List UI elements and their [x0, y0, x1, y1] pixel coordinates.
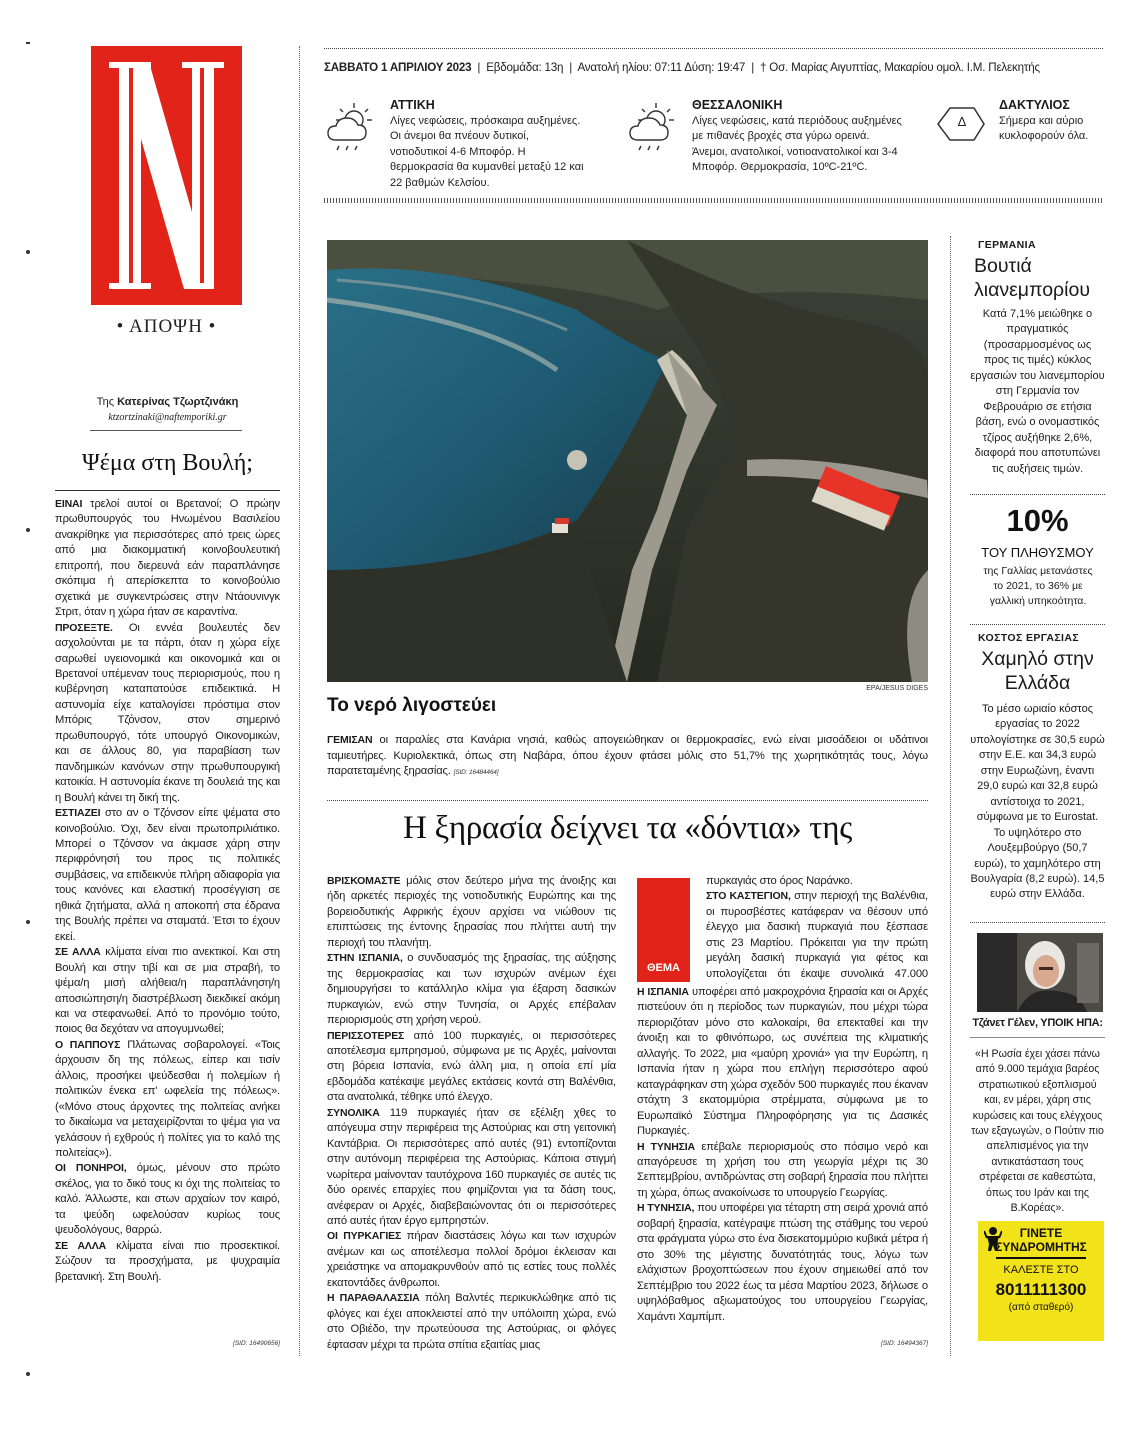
feature-col2-paragraph: [706, 889, 928, 984]
sidebar-labor-tag: ΚΟΣΤΟΣ ΕΡΓΑΣΙΑΣ: [978, 632, 1080, 644]
partly-cloudy-icon: [626, 100, 682, 152]
opinion-paragraph: [55, 1038, 280, 1162]
sidebar-rule-2: [970, 624, 1105, 625]
feature-col1-paragraph: [327, 1229, 616, 1291]
feature-top-rule: [327, 800, 928, 801]
weather-attica-region: ΑΤΤΙΚΗ: [390, 98, 435, 112]
sidebar-labor-text: Το μέσο ωριαίο κόστος εργασίας το 2022 υπολογίστηκε σε 30,5 ευρώ στην Ε.Ε. και 34,3 ευρώ στην Ευρωζώνη, έναντι 29,0 ευρώ και 32,8 ευρώ αντίστοιχα το 2021, σύμφωνα με το Eurostat. Το υψηλότερο στο Λουξεμβούργο (50,7 ευρώ), το χαμηλότερο στη Βουλγαρία (8,2 ευρώ). 14,5 ευρώ στην Ελλάδα.: [970, 703, 1105, 901]
feature-col1-text: ο συνδυασμός της ξηρασίας, της αύξησης της θερμοκρασίας και των ισχυρών ανέμων έχει δημιουργήσει το κατάλληλο κλίμα για έξαρση δασικών πυρκαγιών, ενώ στην Τυνησία, οι Αρχές επέβαλαν περιορισμούς στη χρήση νερού.: [327, 952, 616, 1027]
sidebar-germany-text: Κατά 7,1% μειώθηκε ο πραγματικός (προσαρμοσμένος ως προς τις τιμές) κύκλος εργασιών του λιανεμπορίου στη Γερμανία τον Φεβρουάριο σε ετήσια βάση, ενώ ο ονομαστικός τζίρος αυξήθηκε 2,6%, διαφορά που αποτυπώνει τις αυξήσεις τιμών.: [970, 308, 1105, 475]
opinion-sid: [SID: 16490656]: [233, 1340, 280, 1347]
yellen-portrait-photo: [977, 933, 1103, 1012]
sidebar-rule-1: [970, 494, 1105, 495]
opinion-title-rule: [55, 490, 280, 491]
feature-col1-paragraph: [327, 951, 616, 1028]
sidebar-labor-headline: Χαμηλό στην Ελλάδα: [981, 648, 1094, 694]
feature-col1-text: πόλη Βαλντές περικυκλώθηκε από τις φλόγες και έχει αποκλειστεί από την υπόλοιπη χώρα, ενώ στο Οβιέδο, την πρωτεύουσα της Αστούριας, οι φλόγες έφτασαν μέχρι τα πρώτα σπίτια εξαιτίας μιας: [327, 1292, 616, 1351]
sidebar-germany-tag: ΓΕΡΜΑΝΙΑ: [978, 239, 1036, 251]
feature-col1-paragraph: [327, 1029, 616, 1106]
opinion-lead: Ο ΠΑΠΠΟΥΣ: [55, 1038, 121, 1051]
feature-col2-paragraph: [637, 1140, 928, 1202]
feature-col2-text: επέβαλε περιορισμούς στο πόσιμο νερό και απαγόρευσε τη χρήση του στη γεωργία μέχρι τις 30 Σεπτεμβρίου, αντιδρώντας στη σοβαρή ξηρασία που πλήττει τη χώρα, όπως ανακοίνωσε το υπουργείο Γεωργίας.: [637, 1140, 928, 1199]
feature-col2-top: [706, 874, 928, 984]
feature-col2-lead: Η ΙΣΠΑΝΙΑ: [637, 986, 689, 998]
byline-divider: [90, 430, 242, 431]
feature-col1-paragraph: [327, 1106, 616, 1230]
sidebar-quote-text: «Η Ρωσία έχει χάσει πάνω από 9.000 τεμάχια βαρέος στρατιωτικού εξοπλισμού και, εν μέρει, χάρη στις κυρώσεις και τους ελέγχους των εξαγωγών, ο Πούτιν πιο απελπισμένος για την αντικατάσταση τους στρέφεται σε καθεστώτα, όπως του Ιράν και της Β.Κορέας».: [971, 1048, 1104, 1215]
weather-attica-text: Λίγες νεφώσεις, πρόσκαιρα αυξημένες. Οι άνεμοι θα πνέουν δυτικοί, νοτιοδυτικοί 4-6 Μποφόρ. Η θερμοκρασία θα κυμανθεί μεταξύ 12 και 22 βαθμών Κελσίου.: [390, 115, 584, 189]
opinion-text: Οι εννέα βουλευτές δεν ασχολούνται με τα πάρτι, όταν η χώρα είχε σαρωθεί υγειονομικά και οικονομικά και οι Βρετανοί υπέμεναν τους περιορισμούς, που η κυβέρνηση καταπατούσε επιδεικτικά. Η αστυνομία είχε καταλογίσει πρόστιμα στον Μπόρις Τζόνσον, στον σημερινό πρωθυπουργό, τότε υπουργό Οικονομικών, και σε άλλους 80, για παραβίαση των πανδημικών κανόνων στην πρωθυπουργική κατοικία. Η αστυνομία έκανε τη δουλειά της και η Βουλή κάνει τη δική της.: [55, 621, 280, 804]
opinion-lead: ΠΡΟΣΕΞΤΕ.: [55, 621, 113, 634]
feature-sid: [SID: 16494367]: [881, 1340, 928, 1347]
feature-headline: Η ξηρασία δείχνει τα «δόντια» της: [403, 810, 852, 846]
opinion-text: τρελοί αυτοί οι Βρετανοί; Ο πρώην πρωθυπουργός του Ηνωμένου Βασιλείου ανακρίθηκε για περισσότερες από τρεις ώρες από μια διακομματική κοινοβουλευτική επιτροπή, που διερευνά εάν παραπλάνησε σκόπιμα ή απερίσκεπτα το κοινοβούλιο σχετικά με συγκεντρώσεις στην Ντάουνινγκ Στριτ, όταν η χώρα ήταν σε καραντίνα.: [55, 498, 280, 619]
subscribe-line2-underline: [996, 1257, 1086, 1259]
feature-col2-paragraph: [706, 874, 928, 889]
subscribe-line1: ΓΙΝΕΤΕ: [1019, 1226, 1063, 1240]
ring-road-sign-letter: Δ: [957, 114, 967, 129]
opinion-paragraph: [55, 1239, 280, 1285]
column-divider-right: [950, 236, 951, 1356]
feature-col1-text: πήραν διαστάσεις λόγω και των ισχυρών ανέμων και ως αποτέλεσμα πολλοί δρόμοι έκλεισαν και χρειάστηκε να απομακρυνθούν από τις εστίες τους πολλές εκατοντάδες άνθρωποι.: [327, 1230, 616, 1289]
photo-caption: [327, 733, 928, 781]
feature-col1-lead: Η ΠΑΡΑΘΑΛΑΣΣΙΑ: [327, 1292, 420, 1305]
dam-reservoir-photo: [327, 240, 928, 682]
dateline: ΣΑΒΒΑΤΟ 1 ΑΠΡΙΛΙΟΥ 2023 | Εβδομάδα: 13η | Ανατολή ηλίου: 07:11 Δύση: 19:47 | † Οσ. Μαρίας Αιγυπτίας, Μακαρίου ομολ. Ι.Μ. Πελεκητής: [324, 61, 1040, 74]
feature-col2-paragraph: [637, 985, 928, 1140]
subscribe-phone[interactable]: 8011111300: [995, 1280, 1087, 1299]
feature-col2-paragraph: [637, 1201, 928, 1325]
byline-prefix: Της: [96, 396, 114, 408]
sidebar-stat-label: ΤΟΥ ΠΛΗΘΥΣΜΟΥ: [981, 545, 1094, 560]
byline-author: Κατερίνας Τζωρτζινάκη: [117, 396, 239, 408]
traffic-ring: [934, 98, 1104, 188]
weather-bottom-rule: [324, 198, 1103, 203]
weather-attica: [324, 98, 624, 188]
n-logo-icon: [91, 46, 242, 305]
traffic-ring-region: ΔΑΚΤΥΛΙΟΣ: [999, 98, 1070, 112]
sidebar-rule-4: [970, 1037, 1105, 1038]
dateline-saints: † Οσ. Μαρίας Αιγυπτίας, Μακαρίου ομολ. Ι.Μ. Πελεκητής: [760, 61, 1040, 74]
feature-col1-lead: ΣΥΝΟΛΙΚΑ: [327, 1106, 380, 1119]
weather-thessaloniki: [626, 98, 926, 188]
column-divider-left: [299, 46, 300, 1356]
feature-col1-lead: ΣΤΗΝ ΙΣΠΑΝΙΑ,: [327, 952, 403, 965]
opinion-lead: ΟΙ ΠΟΝΗΡΟΙ,: [55, 1162, 127, 1175]
partly-cloudy-icon: [324, 100, 380, 152]
opinion-paragraph: [55, 1161, 280, 1238]
feature-col2-text: υποφέρει από μακροχρόνια ξηρασία και οι Αρχές πιστεύουν ότι η περίοδος των πυρκαγιών, που μέχρι τώρα περιοριζόταν μόνο στο καλοκαίρι, θα επεκταθεί και την άνοιξη και το φθινόπωρο, ως συνέπεια της κλιματικής αλλαγής. Το 2022, μια «μαύρη χρονιά» για την Ευρώπη, η Ισπανία ήταν η χώρα που επλήγη περισσότερο αφού καταγράφηκαν στη χώρα σχεδόν 500 πυρκαγιές που έκαναν στάχτη 3 εκατομμύρια στρέμματα, σύμφωνα με το Ευρωπαϊκό Σύστημα Πληροφόρησης για τις Δασικές Πυρκαγιές.: [637, 986, 928, 1138]
opinion-text: Πλάτωνας σοβαρολογεί. «Τοις άρχουσιν δη της πόλεως, είπερ και τισίν άλλοις, προσήκει ψεύδεσθαι ή πολεμίων ή πολιτικών ένεκα επ' ωφελεία της πόλεως». («Μόνο στους άρχοντες της πολιτείας ανήκει το δικαίωμα να μεταχειρίζονται το ψέμα για να γελάσουν ή εχθρούς ή πολίτες για το καλό της πολιτείας»).: [55, 1038, 280, 1160]
feature-col1-paragraph: [327, 1291, 616, 1352]
feature-col1-text: από 100 πυρκαγιές, οι περισσότερες αποτέλεσμα εμπρησμού, σύμφωνα με τις Αρχές, μαίνονται στη βόρεια Ισπανία, ενώ άλλη μια, η οποία επί μία εβδομάδα κατέκαψε μεγάλες εκτάσεις κοντά στη Βαλένθια, στα ανατολικά, τέθηκε υπό έλεγχο.: [327, 1029, 616, 1104]
feature-col1-lead: ΠΕΡΙΣΣΟΤΕΡΕΣ: [327, 1029, 405, 1042]
feature-col2-text: που υποφέρει για τέταρτη στη σειρά χρονιά από σοβαρή ξηρασία, κατέγραψε πτώση της στάθμης του νερού στα φράγματα γύρω στο ένα δισεκατομμύριο κυβικά μέτρα ή στο 30% της μέγιστης δυνατότητάς τους, λόγω των ελάχιστων βροχοπτώσεων που έχουν σημειωθεί από τον Σεπτέμβριο του 2022 έως τα μέσα Μαρτίου 2023, δήλωσε ο υψηλόβαθμος αξιωματούχος του υπουργείου Γεωργίας, Χαμάντι Χαμπίμπ.: [637, 1202, 928, 1323]
section-label: • ΑΠΟΨΗ •: [116, 316, 217, 337]
subscribe-line2: ΣΥΝΔΡΟΜΗΤΗΣ: [995, 1240, 1087, 1254]
masthead-logo: [91, 46, 242, 305]
opinion-lead: ΣΕ ΑΛΛΑ: [55, 1239, 107, 1252]
opinion-paragraph: [55, 945, 280, 1038]
subscribe-call: ΚΑΛΕΣΤΕ ΣΤΟ: [1003, 1264, 1079, 1276]
photo-caption-text: οι παραλίες στα Κανάρια νησιά, καθώς απογειώθηκαν οι θερμοκρασίες, ενώ είναι μισοάδειοι οι υδάτινοι ταμιευτήρες. Κυριολεκτικά, όπως στη Ναβάρα, όπου έχουν φτάσει μόλις στο 51,7% της χωρητικότητάς τους, λόγω παρατεταμένης ξηρασίας.: [327, 734, 928, 778]
sidebar-germany-headline: Βουτιά λιανεμπορίου: [974, 255, 1090, 301]
opinion-lead: ΕΣΤΙΑΖΕΙ: [55, 807, 101, 820]
opinion-title: Ψέμα στη Βουλή;: [82, 450, 253, 476]
opinion-lead: ΣΕ ΑΛΛΑ: [55, 946, 101, 959]
byline-email[interactable]: ktzortzinaki@naftemporiki.gr: [108, 412, 227, 423]
opinion-text: κλίματα είναι πιο ανεκτικοί. Και στη Βουλή και στην τιβί και σε μια στραβή, το ψέμα/η μισή αλήθεια/η παραπλάνηση/η αποσιώπηση/η διαστρέβλωση διεκδικεί ακόμη και να στεφανωθεί. Από το προνόμιο τούτο, ποιος θα δεχόταν να απογυμνωθεί;: [55, 946, 280, 1036]
subscribe-box[interactable]: [978, 1221, 1104, 1341]
opinion-lead: ΕΙΝΑΙ: [55, 498, 83, 510]
opinion-paragraph: [55, 497, 280, 621]
feature-col2-lead: ΣΤΟ ΚΑΣΤΕΓΙΟΝ,: [706, 890, 791, 903]
feature-col2: [637, 985, 928, 1353]
opinion-body: [55, 497, 280, 1347]
opinion-text: κλίματα είναι πιο προσεκτικοί. Σώζουν τα προσχήματα, με ψυχραιμία βρετανική. Στη Βουλή.: [55, 1239, 280, 1283]
feature-col1-lead: ΒΡΙΣΚΟΜΑΣΤΕ: [327, 875, 401, 887]
byline: [55, 396, 280, 408]
feature-col1-text: 119 πυρκαγιές ήταν σε εξέλιξη χθες το απόγευμα στην περιφέρεια της Αστούριας και στη γειτονική Καντάβρια. Οι περισσότερες από αυτές (91) εντοπίζονται στην αυτόνομη περιφέρεια της Αστούριας. Κάποια στιγμή νωρίτερα μαίνονταν ταυτόχρονα 160 πυρκαγιές σε αυτές τις δύο ορεινές επαρχίες που φημίζονται για τα δάση τους, ανέφεραν οι Αρχές, διαβεβαιώνοντας ότι οι περισσότερες από αυτές ήταν έργο εμπρηστών.: [327, 1106, 616, 1227]
subscribe-note: (από σταθερό): [1008, 1302, 1074, 1313]
opinion-text: όμως, μένουν στο πρώτο σκέλος, για το δικό τους κι όχι της πολιτείας το καλό. Άλλωστε, και στων αρχαίων τον καιρό, τα ψεύδη ωφελούσαν κυρίως τους ψευδολόγους, θαρρώ.: [55, 1162, 280, 1237]
feature-col2-lead: Η ΤΥΝΗΣΙΑ,: [637, 1202, 695, 1215]
opinion-paragraph: [55, 621, 280, 806]
photo-credit: EPA/JESUS DIGES: [866, 685, 928, 692]
feature-col2-lead: Η ΤΥΝΗΣΙΑ: [637, 1140, 695, 1153]
feature-tag: ΘΕΜΑ: [647, 962, 680, 974]
dateline-week: Εβδομάδα: 13η: [486, 61, 564, 74]
feature-col1-text: μόλις στον δεύτερο μήνα της άνοιξης και ήδη αρκετές περιοχές της νοτιοδυτικής Ευρώπης και της βορειοδυτικής Αφρικής έχουν αρχίσει να νιώθουν τις επιπτώσεις της έντονης ξηρασίας που πλήττει αυτή την περιοχή του πλανήτη.: [327, 875, 616, 949]
feature-col1-paragraph: [327, 874, 616, 951]
photo-caption-sid: [SID: 16484464]: [453, 769, 499, 777]
weather-thessaloniki-text: Λίγες νεφώσεις, κατά περιόδους αυξημένες με πιθανές βροχές στα γύρω ορεινά. Άνεμοι, ανατολικοί, νοτιοανατολικοί και 3-4 Μποφόρ. Θερμοκρασία, 10ºC-21ºC.: [692, 115, 902, 174]
dateline-sun: Ανατολή ηλίου: 07:11 Δύση: 19:47: [577, 61, 746, 74]
sidebar-stat-value: 10%: [1006, 503, 1069, 538]
sidebar-stat-text: της Γαλλίας μετανάστες το 2021, το 36% με γαλλική υπηκοότητα.: [983, 565, 1093, 608]
feature-col1-lead: ΟΙ ΠΥΡΚΑΓΙΕΣ: [327, 1230, 402, 1243]
feature-tag-box: [637, 878, 690, 982]
dateline-top-rule: [324, 48, 1103, 49]
weather-thessaloniki-region: ΘΕΣΣΑΛΟΝΙΚΗ: [692, 98, 783, 112]
feature-col2-text: στην περιοχή της Βαλένθια, οι πυροσβέστες κατάφεραν να θέσουν υπό έλεγχο μια δασική πυρκαγιά που ξέσπασε στις 23 Μαρτίου. Πρόκειται για την πρώτη μεγάλη δασική πυρκαγιά για φέτος και υπολογίζεται ότι έκαψε συνολικά 47.000: [706, 890, 928, 980]
opinion-paragraph: [55, 806, 280, 945]
traffic-ring-text: Σήμερα και αύριο κυκλοφορούν όλα.: [999, 115, 1089, 143]
sidebar-quote-who: Τζάνετ Γέλεν, ΥΠΟΙΚ ΗΠΑ:: [972, 1017, 1103, 1029]
photo-caption-title: Το νερό λιγοστεύει: [327, 695, 497, 716]
sidebar-rule-3: [970, 922, 1105, 923]
opinion-text: στο αν ο Τζόνσον είπε ψέματα στο κοινοβούλιο. Όχι, δεν είναι πρωτοπριλιάτικο. Μπορεί ο Τζόνσον να άκμασε χάρη στην περιφρόνησή του προς τις πολιτικές συμβάσεις, να επιδεικνύε πλήρη αδιαφορία για τους κανόνες και ελαστική προσέγγιση σε ηθικά ζητήματα, αλλά η αποκοπή στα έδρανα της Βουλής πρέπει να σταματά. Έτσι το έχουν εκεί.: [55, 807, 280, 943]
feature-col2-text: πυρκαγιάς στο όρος Ναράνκο.: [706, 875, 853, 887]
photo-caption-lead: ΓΕΜΙΣΑΝ: [327, 734, 373, 746]
dateline-date: ΣΑΒΒΑΤΟ 1 ΑΠΡΙΛΙΟΥ 2023: [324, 61, 472, 74]
feature-col1: [327, 874, 616, 1352]
